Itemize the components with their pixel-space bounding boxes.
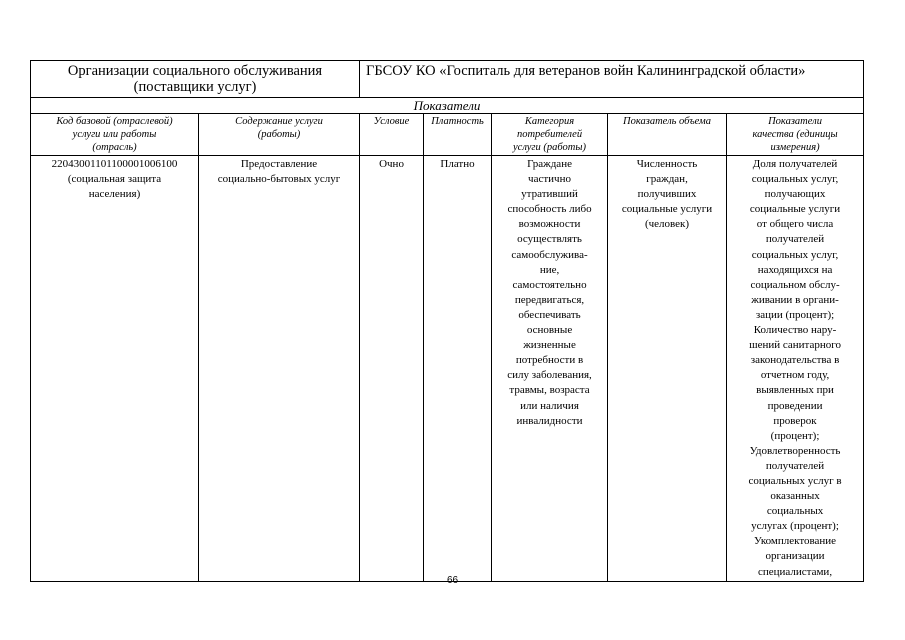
cell-volume (608, 156, 727, 582)
cell-line: инвалидности (516, 414, 583, 427)
col-header-line: измерения) (770, 142, 820, 153)
cell-line: социальном обслу- (750, 278, 840, 291)
col-header-line: услуги или работы (72, 129, 157, 140)
cell-line: социальных услуг, (751, 248, 839, 261)
cell-line: 22043001101100001006100 (51, 158, 178, 170)
cell-condition (360, 156, 424, 582)
cell-line: граждан, (646, 173, 688, 186)
column-header-row (31, 114, 864, 156)
cell-line: (процент); (770, 429, 820, 442)
cell-line: социальных (766, 505, 824, 518)
cell-line: или наличия (520, 399, 579, 412)
cell-line: социальные услуги (749, 203, 841, 216)
cell-line: получателей (765, 459, 825, 472)
cell-line: Платно (440, 158, 475, 170)
cell-payment (424, 156, 492, 582)
cell-line: жизненные (523, 339, 576, 352)
cell-line: частично (528, 173, 571, 186)
cell-line: Доля получателей (752, 158, 838, 170)
col-header-line: Показатель объема (623, 116, 711, 127)
cell-line: травмы, возраста (509, 384, 590, 397)
cell-category (492, 156, 608, 582)
col-header-quality (727, 114, 864, 156)
cell-line: социальных услуг в (748, 474, 842, 487)
document-table-container (30, 60, 863, 582)
cell-line: передвигаться, (514, 293, 585, 306)
col-header-line: Содержание услуги (235, 116, 323, 127)
cell-line: самообслужива- (511, 248, 588, 261)
cell-line: утративший (521, 188, 578, 201)
col-header-payment (424, 114, 492, 156)
cell-line: социальные услуги (621, 203, 713, 216)
cell-line: потребности в (515, 354, 584, 367)
col-header-line: Показатели (768, 116, 822, 127)
org-label-cell (31, 61, 360, 98)
cell-line: Граждане (527, 158, 572, 170)
cell-line: основные (526, 324, 573, 337)
cell-line: услугах (процент); (751, 520, 839, 533)
col-header-code (31, 114, 199, 156)
cell-line: получающих (764, 188, 826, 201)
cell-line: специалистами, (757, 565, 833, 578)
cell-line: обеспечивать (518, 308, 581, 321)
cell-line: находящихся на (757, 263, 833, 276)
cell-line: Очно (379, 158, 404, 170)
cell-line: осуществлять (517, 233, 582, 246)
col-header-line: (отрасль) (92, 142, 137, 153)
col-header-line: Условие (373, 116, 410, 127)
header-row (31, 61, 864, 98)
cell-line: проведении (767, 399, 823, 412)
cell-line: самостоятельно (512, 278, 587, 291)
cell-line: законодательства в (750, 354, 840, 367)
col-header-line: качества (единицы (752, 129, 838, 140)
col-header-line: Код базовой (отраслевой) (56, 116, 173, 127)
cell-line: (человек) (644, 218, 690, 231)
cell-line: Численность (636, 158, 698, 170)
page-number: 66 (446, 575, 459, 586)
cell-line: выявленных при (756, 384, 834, 397)
cell-line: ние, (539, 263, 560, 276)
cell-line: (социальная защита (67, 173, 162, 186)
cell-line: живании в органи- (751, 293, 839, 306)
cell-line: социальных услуг, (751, 173, 839, 186)
org-label-line: Организации социального обслуживания (67, 63, 323, 79)
col-header-content (199, 114, 360, 156)
cell-line: отчетном году, (760, 369, 830, 382)
cell-line: Количество нару- (753, 324, 837, 337)
indicators-row (31, 98, 864, 114)
cell-line: зации (процент); (755, 308, 835, 321)
col-header-line: услуги (работы) (513, 142, 586, 153)
cell-line: возможности (518, 218, 581, 231)
cell-line: социально-бытовых услуг (217, 173, 341, 186)
cell-line: способность либо (507, 203, 592, 216)
cell-line: получателей (765, 233, 825, 246)
cell-line: организации (765, 550, 825, 563)
col-header-volume (608, 114, 727, 156)
col-header-category (492, 114, 608, 156)
org-label-line: (поставщики услуг) (133, 79, 257, 95)
cell-line: Удовлетворенность (749, 444, 841, 457)
col-header-line: Платность (431, 116, 484, 127)
cell-line: получивших (637, 188, 697, 201)
cell-quality (727, 156, 864, 582)
cell-line: оказанных (770, 490, 820, 503)
cell-line: проверок (773, 414, 817, 427)
cell-line: силу заболевания, (507, 369, 592, 382)
services-table (30, 60, 864, 582)
indicators-label: Показатели (31, 98, 864, 114)
cell-line: шений санитарного (749, 339, 841, 352)
col-header-line: Категория (524, 116, 575, 127)
org-name-cell (360, 61, 864, 98)
cell-line: Укомплектование (754, 535, 837, 548)
cell-line: населения) (88, 188, 141, 201)
cell-code (31, 156, 199, 582)
cell-line: Предоставление (240, 158, 318, 170)
cell-content (199, 156, 360, 582)
col-header-condition (360, 114, 424, 156)
col-header-line: потребителей (516, 129, 583, 140)
col-header-line: (работы) (257, 129, 301, 140)
table-row (31, 156, 864, 582)
cell-line: от общего числа (756, 218, 834, 231)
org-name: ГБСОУ КО «Госпиталь для ветеранов войн Калининградской области» (366, 63, 806, 79)
